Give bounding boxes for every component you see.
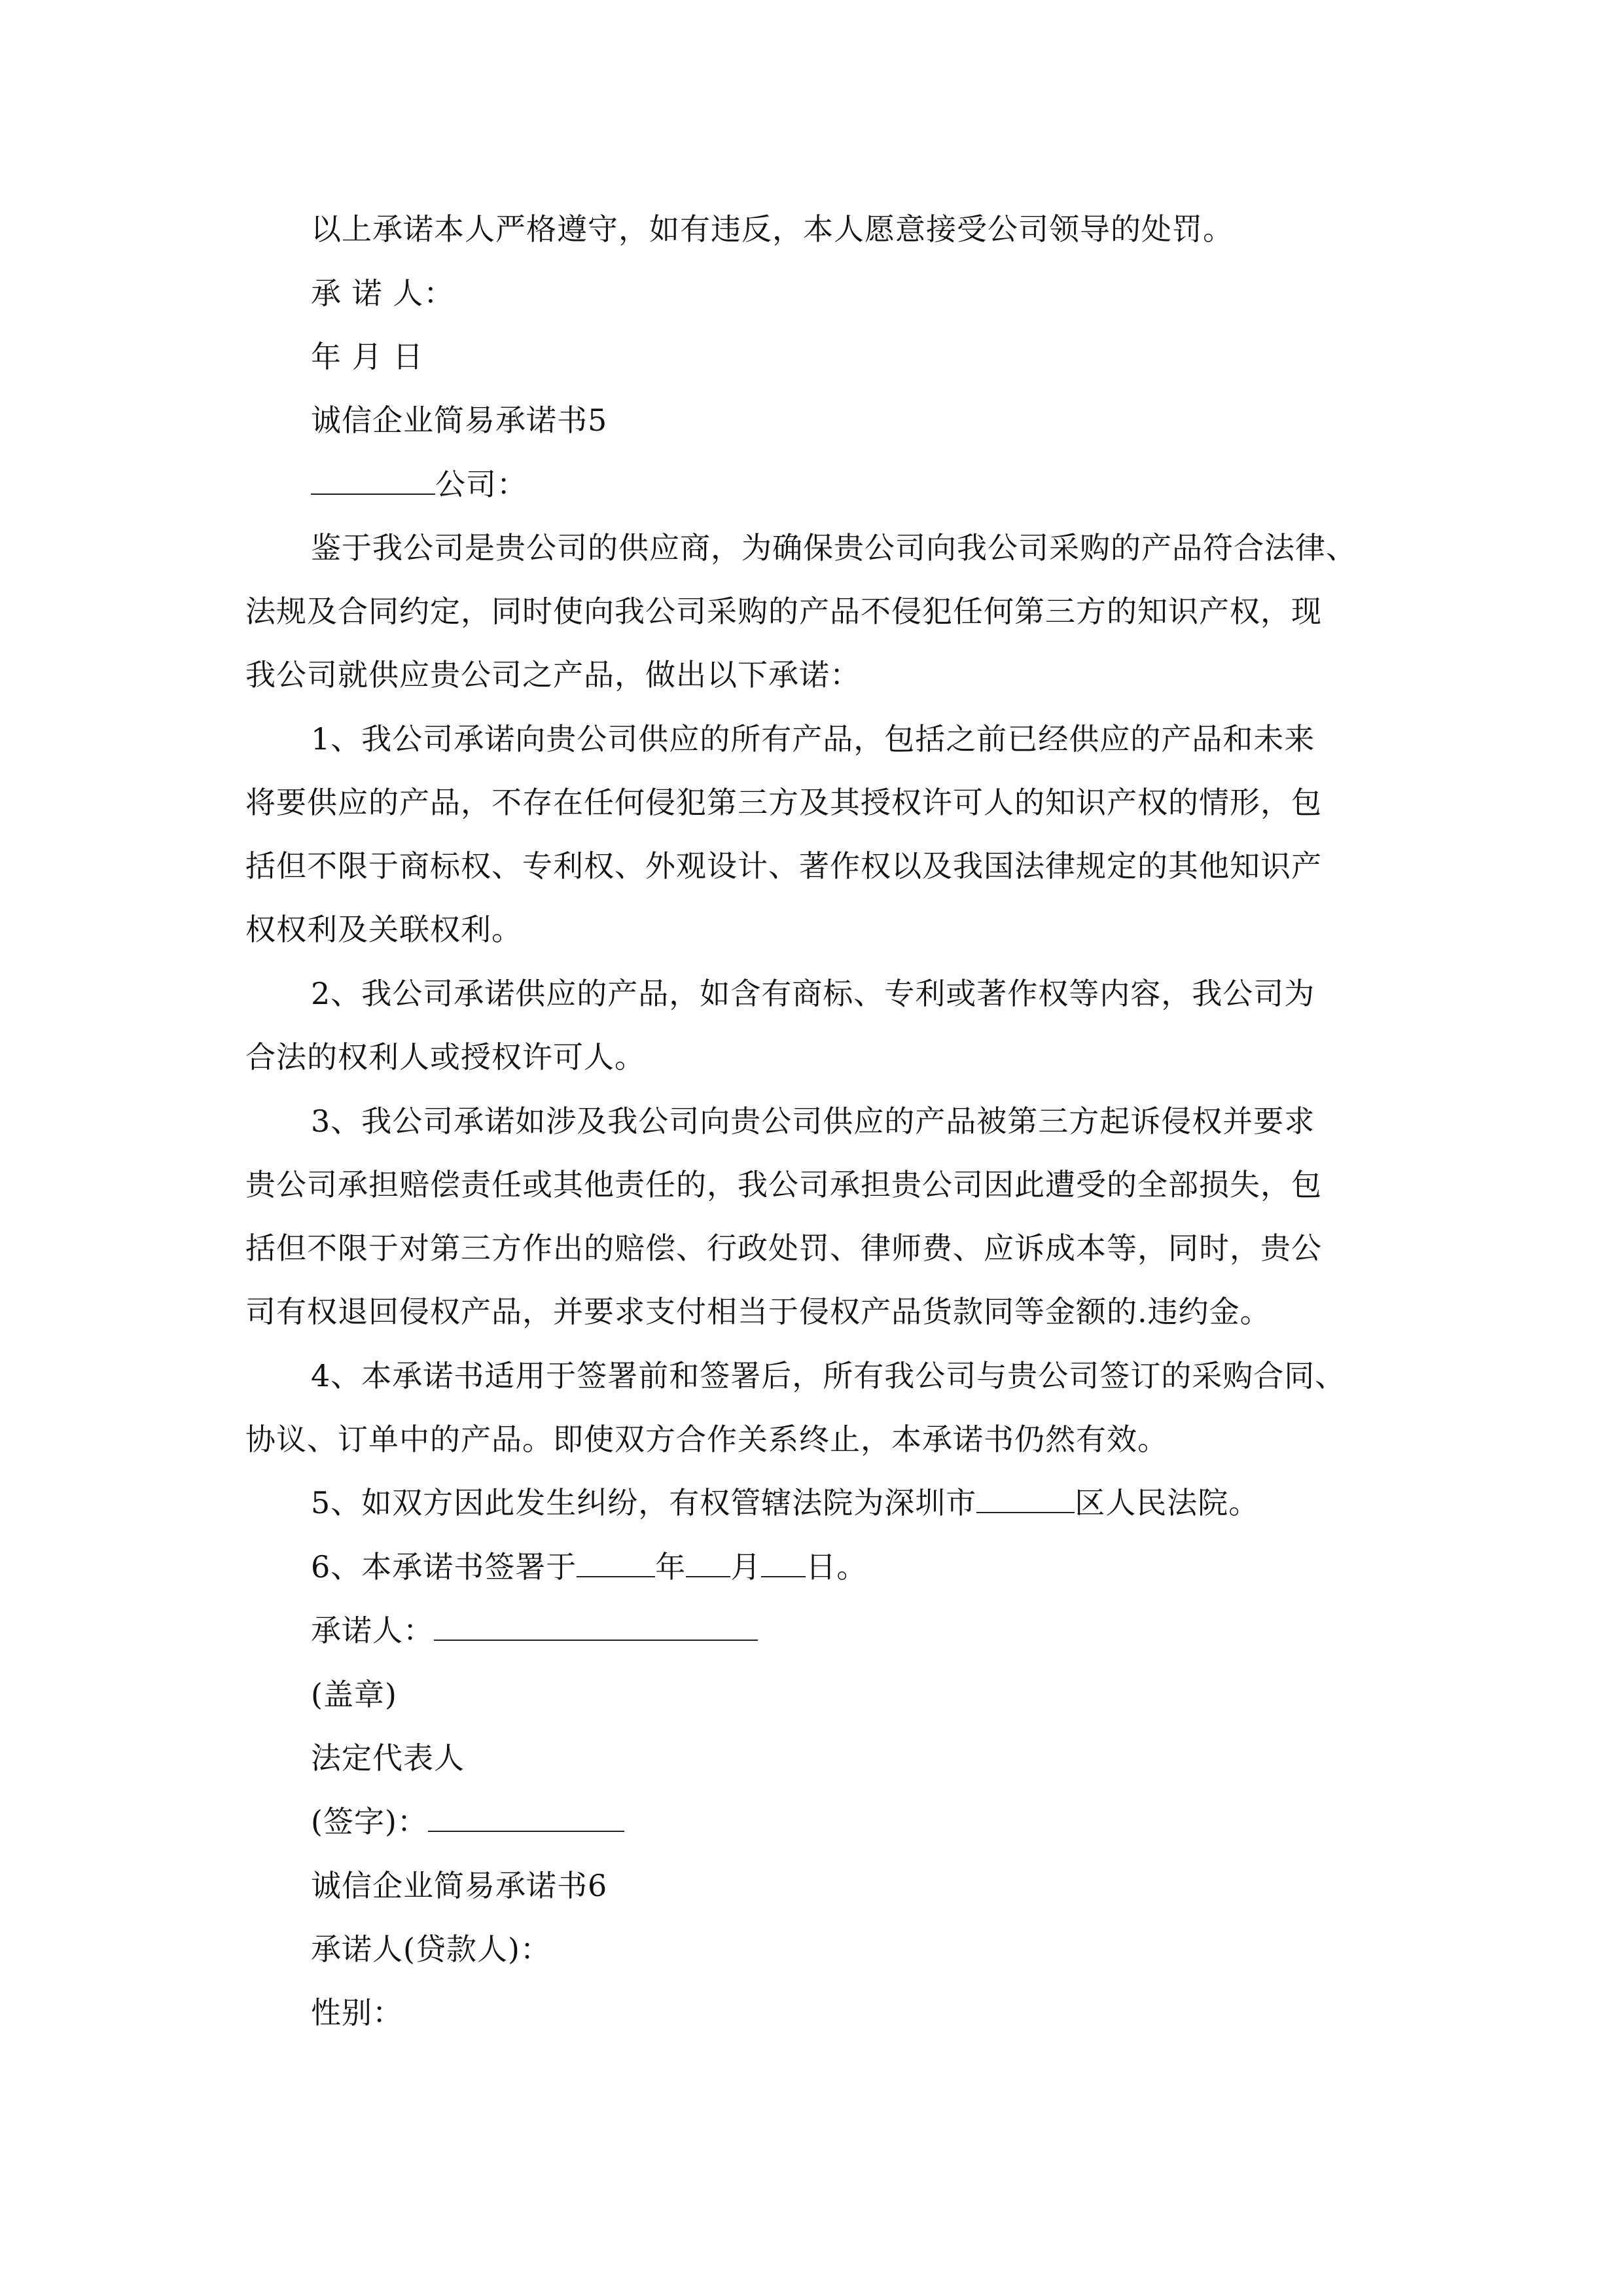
clause-4-line: 协议、订单中的产品。即使双方合作关系终止，本承诺书仍然有效。 (245, 1422, 1168, 1457)
clause-4-line: 4、本承诺书适用于签署前和签署后，所有我公司与贵公司签订的采购合同、 (311, 1358, 1346, 1393)
signature-blank (428, 1802, 624, 1832)
signer-label: 承诺人： (311, 1613, 434, 1648)
legal-rep-label: 法定代表人 (311, 1740, 465, 1776)
paragraph-line: 我公司就供应贵公司之产品，做出以下承诺： (245, 657, 861, 692)
addressee-suffix: 公司： (435, 467, 527, 502)
signature-label: (签字)： (311, 1804, 428, 1839)
company-name-blank (311, 465, 435, 495)
clause-3-line: 3、我公司承诺如涉及我公司向贵公司供应的产品被第三方起诉侵权并要求 (311, 1103, 1315, 1139)
clause-1-line: 括但不限于商标权、专利权、外观设计、著作权以及我国法律规定的其他知识产 (245, 848, 1322, 884)
clause-5-suffix: 区人民法院。 (1075, 1485, 1260, 1520)
addressee-line (311, 465, 527, 504)
paragraph-line: 鉴于我公司是贵公司的供应商，为确保贵公司向我公司采购的产品符合法律、 (311, 530, 1357, 565)
clause-5-line (311, 1483, 1259, 1522)
clause-6-line (311, 1547, 867, 1587)
day-label: 日。 (806, 1549, 868, 1585)
clause-1-line: 权权利及关联权利。 (245, 912, 522, 947)
paragraph-line: 法规及合同约定，同时使向我公司采购的产品不侵犯任何第三方的知识产权，现 (245, 594, 1322, 629)
borrower-label: 承诺人(贷款人)： (311, 1931, 551, 1967)
year-blank (577, 1547, 655, 1577)
signer-blank (434, 1611, 758, 1641)
day-blank (761, 1547, 806, 1577)
clause-3-line: 括但不限于对第三方作出的赔偿、行政处罚、律师费、应诉成本等，同时，贵公 (245, 1230, 1322, 1266)
clause-3-line: 司有权退回侵权产品，并要求支付相当于侵权产品货款同等金额的.违约金。 (245, 1294, 1271, 1329)
closing-statement: 以上承诺本人严格遵守，如有违反，本人愿意接受公司领导的处罚。 (311, 211, 1234, 247)
clause-3-line: 贵公司承担赔偿责任或其他责任的，我公司承担贵公司因此遭受的全部损失，包 (245, 1167, 1322, 1202)
district-blank (976, 1483, 1075, 1513)
clause-1-line: 1、我公司承诺向贵公司供应的所有产品，包括之前已经供应的产品和未来 (311, 721, 1315, 757)
gender-label: 性别： (311, 1995, 403, 2030)
clause-6-text: 6、本承诺书签署于 (311, 1549, 577, 1585)
clause-5-text: 5、如双方因此发生纠纷，有权管辖法院为深圳市 (311, 1485, 977, 1520)
clause-2-line: 合法的权利人或授权许可人。 (245, 1039, 645, 1075)
section-title-5: 诚信企业简易承诺书5 (311, 403, 608, 438)
signer-line (311, 1611, 758, 1650)
year-label: 年 (655, 1549, 687, 1585)
month-label: 月 (730, 1549, 762, 1585)
signature-line (311, 1802, 624, 1841)
month-blank (686, 1547, 730, 1577)
section-title-6: 诚信企业简易承诺书6 (311, 1868, 608, 1903)
clause-2-line: 2、我公司承诺供应的产品，如含有商标、专利或著作权等内容，我公司为 (311, 976, 1315, 1011)
seal-label: (盖章) (311, 1677, 397, 1712)
clause-1-line: 将要供应的产品，不存在任何侵犯第三方及其授权许可人的知识产权的情形，包 (245, 785, 1322, 820)
promisor-label: 承 诺 人： (311, 276, 455, 311)
date-label: 年 月 日 (311, 339, 424, 374)
